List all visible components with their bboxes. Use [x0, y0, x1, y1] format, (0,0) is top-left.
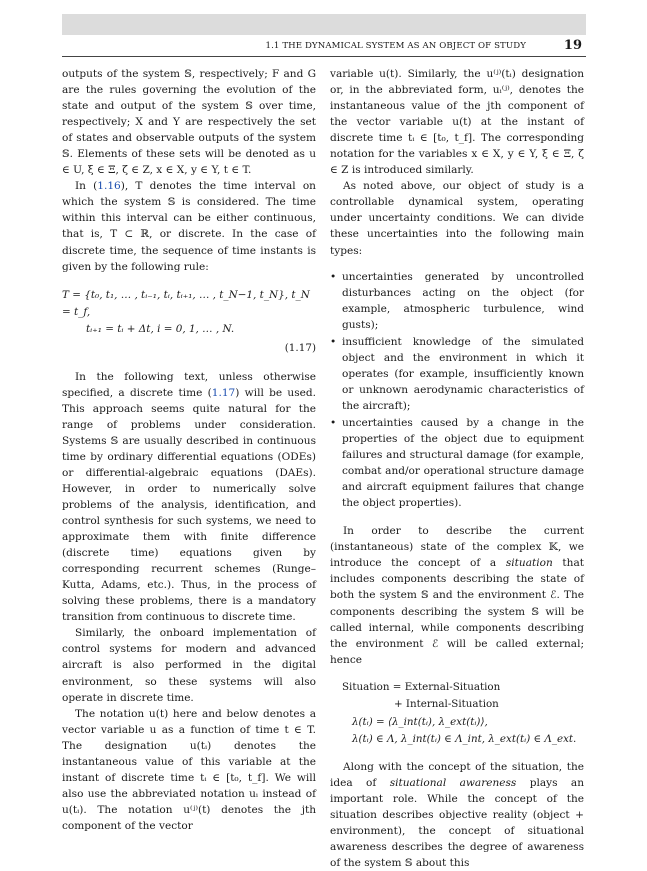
list-item: • uncertainties caused by a change in the properties of the object due to equipment failures and structural damage (for example, combat and/or operational structure damage and aircraft equipment failures that change the object properties). — [330, 416, 584, 510]
equation-number: (1.17) — [284, 341, 316, 354]
bullet-icon: • — [330, 335, 337, 348]
equation-reference-link[interactable]: 1.16 — [97, 180, 121, 193]
paragraph: variable u(t). Similarly, the u⁽ʲ⁾(tᵢ) designation or, in the abbreviated form, uᵢ⁽ʲ⁾, denotes the instantaneous value of the jth component of the vector variable u(t) at the instant of discrete time tᵢ ∈ [t₀, t_f]. The corresponding notation for the variables x ∈ X, y ∈ Y, ξ ∈ Ξ, ζ ∈ Z is introduced similarly. — [330, 68, 584, 177]
list-item: • uncertainties generated by uncontrolled disturbances acting on the object (for example, atmospheric turbulence, wind gusts); — [330, 270, 584, 331]
equation-reference-link[interactable]: 1.17 — [211, 386, 236, 399]
left-column — [62, 66, 316, 834]
right-column — [330, 66, 584, 871]
paragraph: As noted above, our object of study is a controllable dynamical system, operating under uncertainty conditions. We can divide these uncertainties into the following main types: — [330, 180, 584, 257]
paragraph: In order to describe the current (instantaneous) state of the complex 𝕂, we introduce the concept of a situation that includes components describing the state of both the system 𝕊 and the environment ℰ. The components describing the system 𝕊 will be called internal, while components describing the environment ℰ will be called external; hence — [330, 525, 584, 666]
emphasized-term: situation — [505, 557, 553, 570]
equation-line: T = {t₀, t₁, … , tᵢ₋₁, tᵢ, tᵢ₊₁, … , t_N−1, t_N}, t_N = t_f, — [62, 288, 310, 318]
bullet-icon: • — [330, 270, 337, 283]
bullet-icon: • — [330, 416, 337, 429]
header-rule — [62, 56, 586, 57]
equation-line: + Internal-Situation — [394, 698, 499, 711]
equation-line: tᵢ₊₁ = tᵢ + Δt, i = 0, 1, … , N. — [86, 322, 235, 335]
uncertainty-list — [330, 269, 584, 512]
list-item: • insufficient knowledge of the simulated object and the environment in which it operates (for example, insufficiently known or unknown aerodynamic characteristics of the aircraft); — [330, 335, 584, 412]
page-number: 19 — [563, 38, 582, 53]
running-header — [62, 38, 586, 56]
situation-equations — [330, 679, 584, 749]
emphasized-term: situational awareness — [389, 777, 517, 790]
equation-line: Situation = External-Situation — [342, 680, 501, 693]
paragraph: The notation u(t) here and below denotes a vector variable u as a function of time t ∈ T. The designation u(tᵢ) denotes the instantaneous value of this variable at the instant of discrete time tᵢ ∈ [t₀, t_f]. We will also use the abbreviated notation uᵢ instead of u(tᵢ). The notation u⁽ʲ⁾(t) denotes the jth component of the vector — [62, 707, 316, 832]
paragraph: In the following text, unless otherwise specified, a discrete time (1.17) will be used. This approach seems quite natural for the range of problems under consideration. Systems 𝕊 are usually described in continuous time by ordinary differential equations (ODEs) or differential-algebraic equations (DAEs). However, in order to numerically solve problems of the analysis, identification, and control synthesis for such systems, we need to approximate them with finite difference (discrete time) equations given by corresponding recurrent schemes (Runge–Kutta, Adams, etc.). Thus, in the process of solving these problems, there is a mandatory transition from continuous to discrete time. — [62, 370, 316, 624]
paragraph: In (1.16), T denotes the time interval on which the system 𝕊 is considered. The time within this interval can be either continuous, that is, T ⊂ ℝ, or discrete. In the case of discrete time, the sequence of time instants is given by the following rule: — [62, 180, 316, 273]
equation-1-17 — [62, 287, 316, 357]
equation-line: λ(tᵢ) = ⟨λ_int(tᵢ), λ_ext(tᵢ)⟩, — [352, 715, 488, 728]
paragraph: outputs of the system 𝕊, respectively; F and G are the rules governing the evolution of the state and output of the system 𝕊 over time, respectively; X and Y are respectively the set of states and observable outputs of the system 𝕊. Elements of these sets will be denoted as u ∈ U, ξ ∈ Ξ, ζ ∈ Z, x ∈ X, y ∈ Y, t ∈ T. — [62, 68, 316, 177]
paragraph: Similarly, the onboard implementation of control systems for modern and advanced aircraft is also performed in the digital environment, so these systems will also operate in discrete time. — [62, 627, 316, 704]
equation-line: λ(tᵢ) ∈ Λ, λ_int(tᵢ) ∈ Λ_int, λ_ext(tᵢ) ∈ Λ_ext. — [352, 733, 577, 746]
running-title: 1.1 THE DYNAMICAL SYSTEM AS AN OBJECT OF STUDY — [265, 41, 526, 51]
paragraph: Along with the concept of the situation, the idea of situational awareness plays an important role. While the concept of the situation describes objective reality (object + environment), the concept of situational awareness describes the degree of awareness of the system 𝕊 about this — [330, 761, 584, 870]
top-header-band — [62, 14, 586, 35]
